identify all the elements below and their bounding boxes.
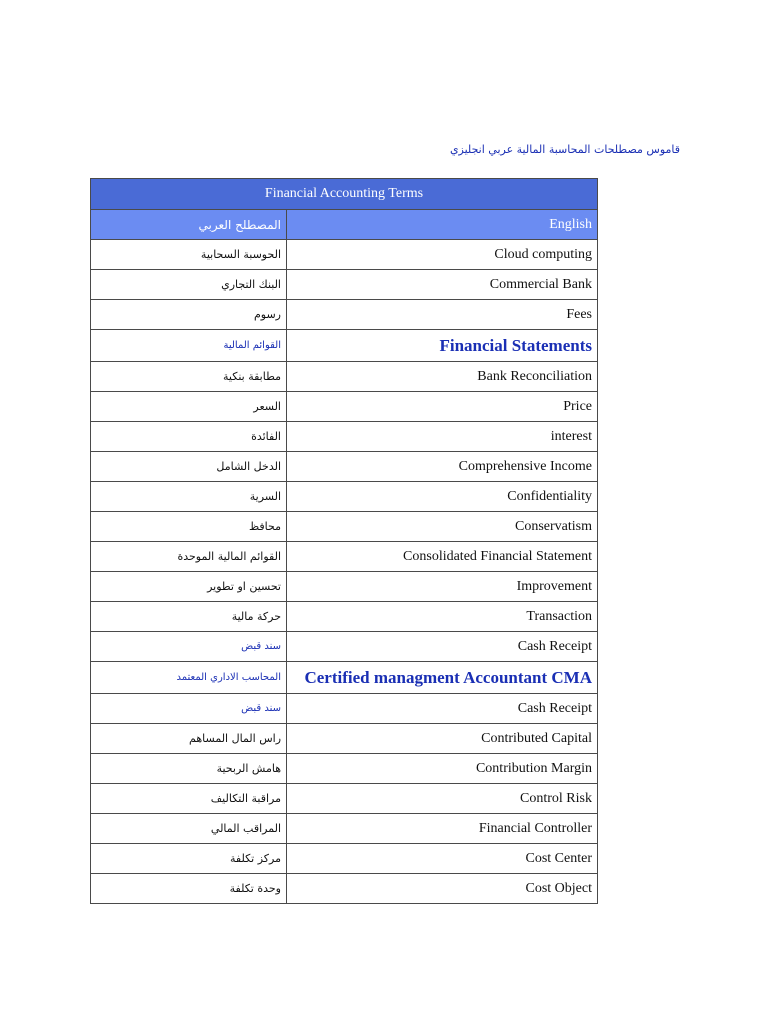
term-english: Price <box>287 392 598 422</box>
term-english: Bank Reconciliation <box>287 362 598 392</box>
table-row <box>91 542 598 572</box>
term-english: Fees <box>287 300 598 330</box>
term-english: Cost Object <box>287 874 598 904</box>
table-row <box>91 602 598 632</box>
table-row <box>91 814 598 844</box>
term-english: Control Risk <box>287 784 598 814</box>
section-title-arabic: القوائم المالية <box>91 330 287 362</box>
term-english: Cash Receipt <box>287 632 598 662</box>
term-english: Cost Center <box>287 844 598 874</box>
dictionary-heading: قاموس مصطلحات المحاسبة المالية عربي انجليزي <box>449 143 680 156</box>
accounting-terms-table <box>90 178 598 904</box>
table-row <box>91 784 598 814</box>
table-row <box>91 844 598 874</box>
term-arabic: البنك التجاري <box>91 270 287 300</box>
table-row <box>91 874 598 904</box>
term-english: Consolidated Financial Statement <box>287 542 598 572</box>
table-row <box>91 270 598 300</box>
term-english: Conservatism <box>287 512 598 542</box>
term-english: Contributed Capital <box>287 724 598 754</box>
term-arabic: سند قبض <box>91 694 287 724</box>
table-row <box>91 240 598 270</box>
term-arabic: السعر <box>91 392 287 422</box>
term-arabic: محافظ <box>91 512 287 542</box>
term-arabic: وحدة تكلفة <box>91 874 287 904</box>
table-title-row <box>91 179 598 210</box>
table-row <box>91 300 598 330</box>
table-row <box>91 754 598 784</box>
table-row <box>91 632 598 662</box>
table-row <box>91 362 598 392</box>
term-arabic: الفائدة <box>91 422 287 452</box>
term-arabic: مطابقة بنكية <box>91 362 287 392</box>
table-row <box>91 572 598 602</box>
section-row <box>91 330 598 362</box>
section-title-arabic: المحاسب الاداري المعتمد <box>91 662 287 694</box>
section-row <box>91 662 598 694</box>
term-arabic: مراقبة التكاليف <box>91 784 287 814</box>
term-arabic: الحوسبة السحابية <box>91 240 287 270</box>
term-english: Cloud computing <box>287 240 598 270</box>
table-row <box>91 422 598 452</box>
term-arabic: الدخل الشامل <box>91 452 287 482</box>
column-header-english: English <box>287 210 598 240</box>
term-arabic: سند قبض <box>91 632 287 662</box>
table-row <box>91 694 598 724</box>
term-arabic: المراقب المالي <box>91 814 287 844</box>
section-title-english: Financial Statements <box>287 330 598 362</box>
term-arabic: هامش الربحية <box>91 754 287 784</box>
term-arabic: مركز تكلفة <box>91 844 287 874</box>
column-header-row <box>91 210 598 240</box>
column-header-arabic: المصطلح العربي <box>91 210 287 240</box>
term-english: Commercial Bank <box>287 270 598 300</box>
term-english: interest <box>287 422 598 452</box>
term-english: Financial Controller <box>287 814 598 844</box>
term-arabic: القوائم المالية الموحدة <box>91 542 287 572</box>
term-english: Confidentiality <box>287 482 598 512</box>
table-row <box>91 512 598 542</box>
term-arabic: رسوم <box>91 300 287 330</box>
table-title: Financial Accounting Terms <box>91 179 598 210</box>
term-english: Cash Receipt <box>287 694 598 724</box>
term-arabic: تحسين او تطوير <box>91 572 287 602</box>
section-title-english: Certified managment Accountant CMA <box>287 662 598 694</box>
table-row <box>91 392 598 422</box>
term-english: Comprehensive Income <box>287 452 598 482</box>
term-arabic: حركة مالية <box>91 602 287 632</box>
term-arabic: راس المال المساهم <box>91 724 287 754</box>
table-row <box>91 724 598 754</box>
term-english: Improvement <box>287 572 598 602</box>
table-row <box>91 452 598 482</box>
term-english: Transaction <box>287 602 598 632</box>
term-english: Contribution Margin <box>287 754 598 784</box>
table-row <box>91 482 598 512</box>
term-arabic: السرية <box>91 482 287 512</box>
